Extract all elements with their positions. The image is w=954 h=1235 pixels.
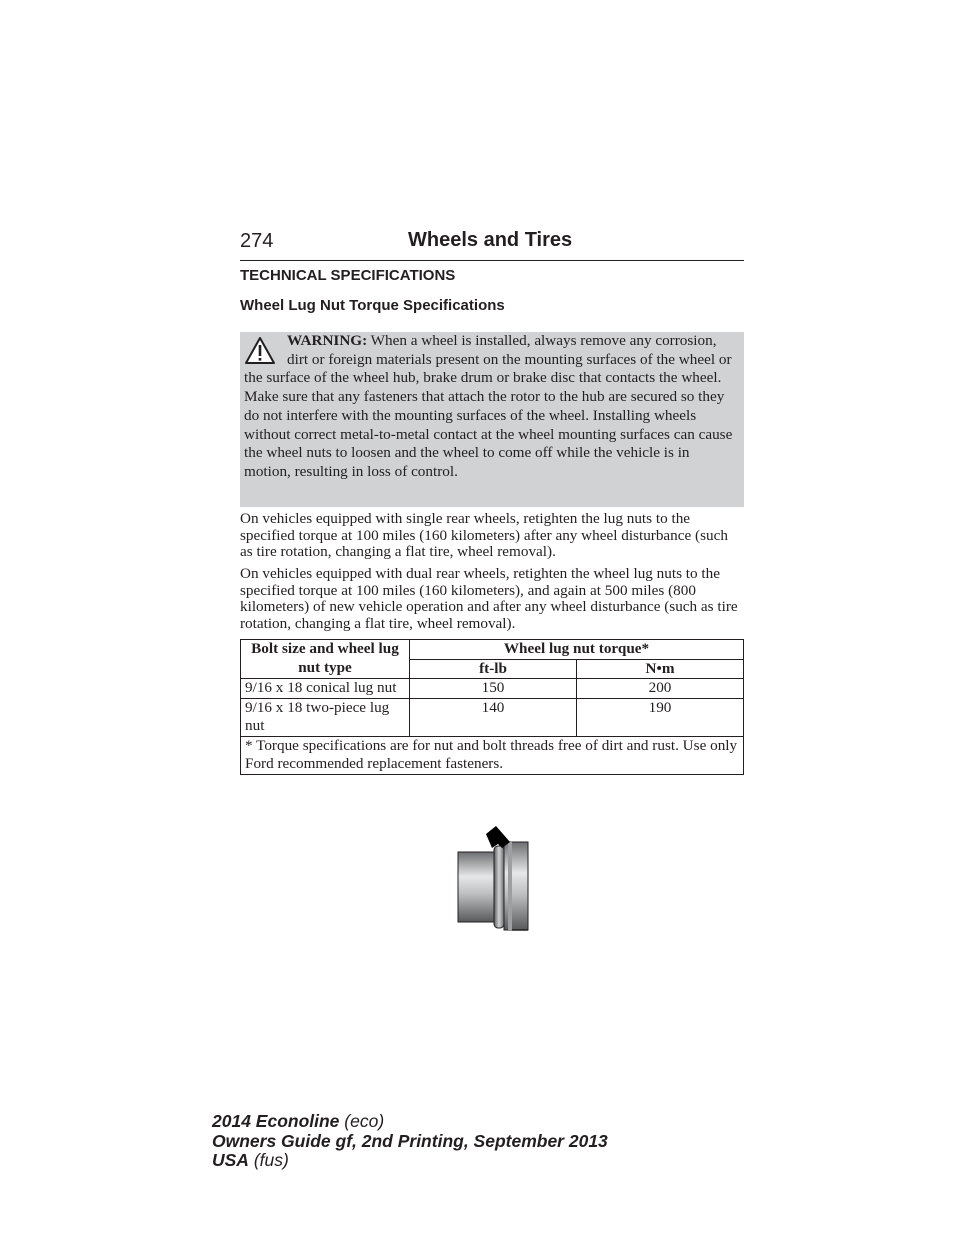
footer-line-2 <box>212 1132 608 1152</box>
cell-ftlb: 150 <box>410 679 577 699</box>
warning-text <box>244 332 734 482</box>
warning-label: WARNING: <box>287 332 368 349</box>
warning-body: When a wheel is installed, always remove any corrosion, dirt or foreign materials present on the mounting surfaces of the wheel or the surface of the wheel hub, brake drum or brake disc that contacts the wheel. Make sure that any fasteners that attach the rotor to the hub are secured so they do not interfere with the mounting surfaces of the wheel. Installing wheels without correct metal-to-metal contact at the wheel mounting surfaces can cause the wheel nuts to loosen and the wheel to come off while the vehicle is in motion, resulting in loss of control. <box>244 332 733 480</box>
cell-bolt-type: 9/16 x 18 two-piece lug nut <box>241 698 410 736</box>
footer-line-3 <box>212 1151 608 1171</box>
footer-market: USA <box>212 1150 249 1170</box>
col-header-bolt-type: Bolt size and wheel lug nut type <box>241 640 410 679</box>
page-number: 274 <box>240 230 274 252</box>
table-footnote: * Torque specifications are for nut and bolt threads free of dirt and rust. Use only Ford recommended replacement fasteners. <box>241 736 744 774</box>
cell-nm: 190 <box>577 698 744 736</box>
page-footer <box>212 1112 608 1171</box>
footer-market-code: (fus) <box>248 1150 289 1170</box>
torque-spec-table <box>240 639 744 775</box>
wheel-hub-illustration <box>456 824 532 934</box>
section-title: TECHNICAL SPECIFICATIONS <box>240 267 456 284</box>
chapter-title: Wheels and Tires <box>408 229 573 251</box>
page-header <box>240 228 744 261</box>
footer-model-code: (eco) <box>339 1111 385 1131</box>
table-row <box>241 679 744 699</box>
paragraph-single-rear: On vehicles equipped with single rear wheels, retighten the lug nuts to the specified torque at 100 miles (160 kilometers) after any wheel disturbance (such as tire rotation, changing a flat tire, wheel removal). <box>240 510 728 560</box>
paragraph-dual-rear: On vehicles equipped with dual rear wheels, retighten the wheel lug nuts to the specified torque at 100 miles (160 kilometers), and again at 500 miles (800 kilometers) of new vehicle operation and after any wheel disturbance (such as tire rotation, changing a flat tire, wheel removal). <box>240 565 738 632</box>
footer-model: 2014 Econoline <box>212 1111 340 1131</box>
cell-ftlb: 140 <box>410 698 577 736</box>
warning-box <box>240 332 744 507</box>
footer-line-1 <box>212 1112 608 1132</box>
col-header-nm: N•m <box>577 659 744 679</box>
cell-bolt-type: 9/16 x 18 conical lug nut <box>241 679 410 699</box>
cell-nm: 200 <box>577 679 744 699</box>
warning-triangle-icon <box>244 336 276 366</box>
table-row <box>241 698 744 736</box>
subsection-title: Wheel Lug Nut Torque Specifications <box>240 297 505 314</box>
footer-printing: Owners Guide gf, 2nd Printing, September 2013 <box>212 1130 608 1151</box>
col-header-ftlb: ft-lb <box>410 659 577 679</box>
col-header-torque: Wheel lug nut torque* <box>410 640 744 660</box>
